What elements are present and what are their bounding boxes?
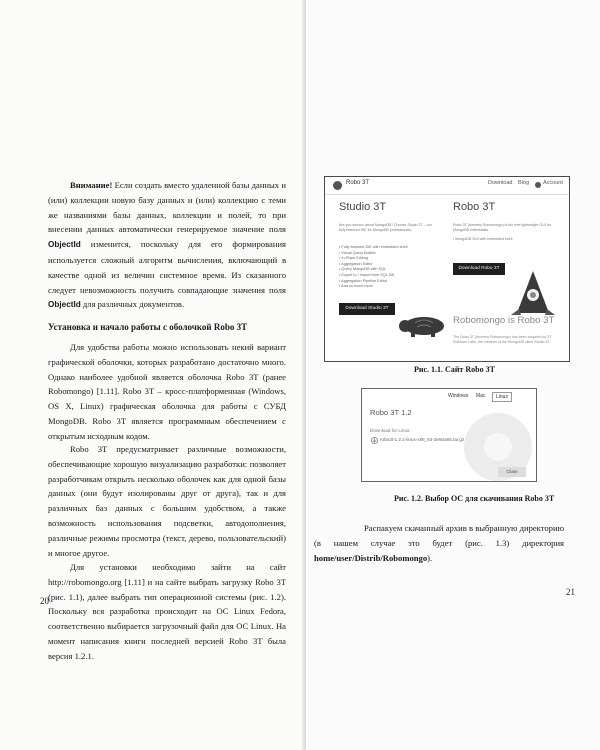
directory-path: home/user/Distrib/Robomongo: [314, 553, 428, 563]
figure-1-caption-text: Рис. 1.1. Сайт Robo 3T: [414, 365, 495, 374]
download-robo3t-button[interactable]: Download Robo 3T: [453, 263, 505, 275]
objectid-keyword-1: ObjectId: [48, 240, 81, 250]
right-paragraph-text-2: ).: [427, 553, 433, 563]
right-paragraph-text-1: Распакуем скачанный архив в выбранную директорию (в нашем случае это будет (рис. 1.3) директория: [314, 523, 564, 548]
nav-download-link[interactable]: Download: [488, 180, 513, 186]
body-paragraph-3-text: Для установки необходимо зайти на сайт http://robomongo.org [1.11] и на сайте выбрать загрузку Robo 3T (рис. 1.1), далее выбрать тип операционной системы (рис. 1.2). Поскольку вся разработка происходит на ОС Linux Fedora, соответственно выбирается загрузочный файл для ОС Linux. На момент написания книги последней версией Robo 3T была версия 1.2.1.: [48, 562, 286, 661]
figure-2-caption-text: Рис. 1.2. Выбор ОС для скачивания Robo 3T: [394, 494, 555, 503]
studio3t-description: Are you serious about MongoDB? Choose Studio 3T – our fully featured IDE for MongoDB professionals.: [339, 223, 432, 232]
warning-text-3: для различных документов.: [80, 299, 185, 310]
dialog-title: Robo 3T 1.2: [370, 408, 412, 417]
tab-linux[interactable]: Linux: [492, 392, 512, 402]
linux-download-link[interactable]: robo3t-1.2.1-linux-x86_64-3e50a65.tar.gz: [380, 437, 465, 442]
robomongo-banner: Robomongo is Robo 3T: [453, 315, 555, 326]
download-icon: [371, 437, 378, 444]
body-paragraph-3: [48, 560, 286, 664]
feature-item: • And so much more: [339, 284, 374, 289]
warning-text-1: Если создать вместо удаленной базы данных и (или) коллекции новую базу данных и (или) коллекцию с теми же названиями базы данных, коллекции и полей, то при внесении данных автоматически генерируемое значение поля: [48, 180, 286, 235]
feature-item: • Visual Query Builder: [339, 250, 376, 255]
figure-os-selection-dialog: [361, 388, 537, 482]
warning-text-2: изменится, поскольку для его формирования используется сложный алгоритм вычисления, включающий в качестве одной из величин системное время. Из сказанного следует невозможность получить совпадающие значения поля: [48, 239, 286, 295]
warning-lead: Внимание!: [70, 180, 113, 190]
robo3t-feature: • MongoDB GUI with embedded shell: [453, 237, 513, 241]
objectid-keyword-2: ObjectId: [48, 300, 81, 310]
figure-2-caption: [394, 494, 554, 503]
feature-item: • Fully featured IDE with embedded shell: [339, 245, 408, 249]
download-label: Download for Linux:: [370, 428, 411, 433]
feature-item: • Aggregation Pipeline Editor: [339, 278, 388, 283]
tab-windows[interactable]: Windows: [448, 393, 469, 399]
body-paragraph-1: [48, 340, 286, 444]
robo3t-description: Robo 3T (formerly Robomongo) is the free lightweight GUI for MongoDB enthusiasts.: [453, 223, 552, 232]
feature-item: • Query MongoDB with SQL: [339, 267, 387, 272]
body-paragraph-1-text: Для удобства работы можно использовать некий вариант графической оболочки, которых разработано достаточно много. Однако наиболее удобной является оболочка Robo 3T (ранее Robomongo) [1.11]. Robo 3T – кросс-платформенная (Windows, OS X, Linux) графическая оболочка для работы с СУБД MongoDB. Robo 3T является программным обеспечением с открытым исходным кодом.: [48, 342, 286, 441]
feature-item: • Export to / Import from SQL DB: [339, 272, 394, 277]
body-paragraph-2-text: Robo 3T предусматривает различные возможности, обеспечивающие хорошую визуализацию разработки: позволяет разработчикам открыть несколько оболочек как для одной базы данных (они будут изолированы друг от друга), так и для различных баз данных с большим удобством, а также возможность использования подсветки, автодополнения, различные режимы просмотра (текст, дерево, пользовательский) и многое другое.: [48, 444, 286, 558]
site-brand: Robo 3T: [346, 180, 370, 186]
studio3t-feature-list: [339, 245, 407, 290]
feature-item: • In-Place Editing: [339, 256, 368, 261]
figure-1-caption: [414, 365, 495, 374]
feature-item: • Aggregation Editor: [339, 261, 373, 266]
site-header: [325, 177, 569, 195]
right-body-paragraph: [314, 521, 564, 566]
robo3t-title: Robo 3T: [453, 201, 496, 213]
studio3t-title: Studio 3T: [339, 201, 387, 213]
nav-account-link[interactable]: Account: [543, 180, 563, 186]
close-button[interactable]: Close: [498, 467, 526, 477]
page-number-left: 20: [40, 596, 49, 606]
warning-paragraph: [48, 178, 286, 313]
robo3t-rocket-icon: [509, 269, 557, 315]
studio3t-mascot-icon: [397, 311, 449, 337]
acquisition-note: The Robo 3T (formerly Robomongo) has been acquired by 3T Software Labs, the creators of the MongoDB client Studio 3T.: [453, 335, 552, 344]
page-number-right: 21: [566, 587, 575, 597]
nav-blog-link[interactable]: Blog: [518, 180, 530, 186]
section-heading: Установка и начало работы с оболочкой Robo 3T: [48, 322, 248, 332]
tab-mac[interactable]: Mac: [476, 393, 486, 399]
download-studio3t-button[interactable]: Download Studio 3T: [339, 303, 395, 315]
figure-robo3t-website: [324, 176, 570, 362]
right-page: [306, 0, 600, 750]
body-paragraph-2: [48, 442, 286, 560]
account-icon: [535, 182, 541, 188]
robo3t-logo-icon: [333, 181, 342, 190]
